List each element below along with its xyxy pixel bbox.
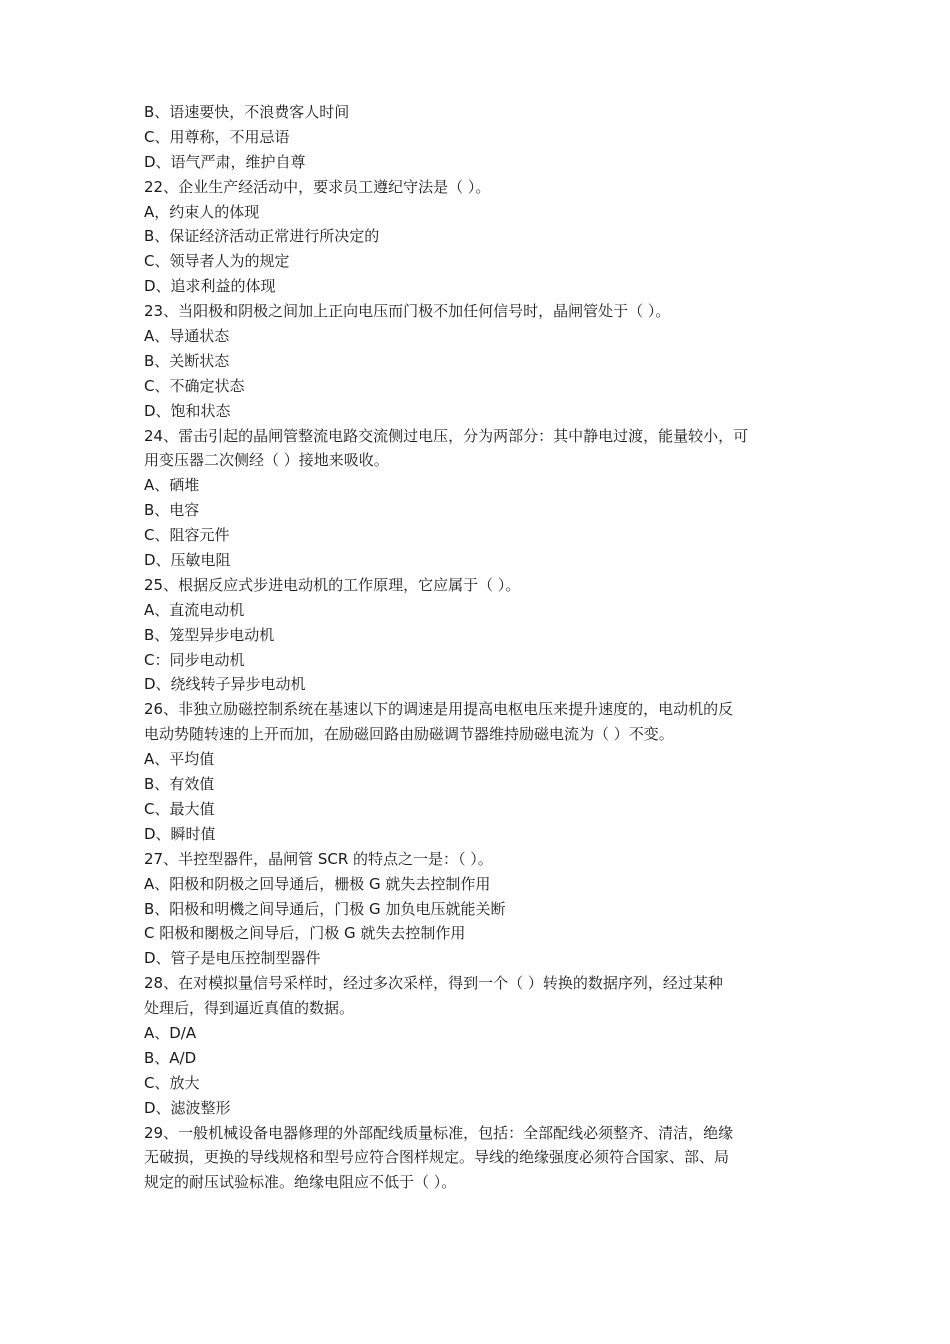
option-line: D、饱和状态 <box>144 401 231 420</box>
option-line: B、关断状态 <box>144 351 230 370</box>
option-line: A、直流电动机 <box>144 600 245 619</box>
option-line: A、硒堆 <box>144 476 200 495</box>
option-line: C、领导者人为的规定 <box>144 252 290 271</box>
option-line: A、阳极和阴极之回导通后，栅极 G 就失去控制作用 <box>144 874 491 893</box>
option-line: C、阻容元件 <box>144 526 230 545</box>
question-29-cont: 无破损，更换的导线规格和型号应符合图样规定。导线的绝缘强度必须符合国家、部、局 <box>144 1148 730 1167</box>
option-line: D、瞬时值 <box>144 824 216 843</box>
option-line: B、电容 <box>144 501 200 520</box>
option-line: B、有效值 <box>144 775 215 794</box>
option-line: B、A/D <box>144 1048 197 1067</box>
option-line: A、D/A <box>144 1023 197 1042</box>
text-line: D、语气严肃，维护自尊 <box>144 152 306 171</box>
question-28: 28、在对模拟量信号采样时，经过多次采样，得到一个（ ）转换的数据序列，经过某种 <box>144 974 723 993</box>
option-line: B、笼型异步电动机 <box>144 625 275 644</box>
question-28-cont: 处理后，得到逼近真值的数据。 <box>144 999 355 1018</box>
question-26: 26、非独立励磁控制系统在基速以下的调速是用提高电枢电压来提升速度的，电动机的反 <box>144 700 734 719</box>
option-line: D、压敏电阻 <box>144 551 231 570</box>
question-24: 24、雷击引起的晶闸管整流电路交流侧过电压，分为两部分：其中静电过渡，能量较小，可 <box>144 426 749 445</box>
option-line: D、绕线转子异步电动机 <box>144 675 306 694</box>
question-27: 27、半控型器件，晶闸管 SCR 的特点之一是：（ ）。 <box>144 849 493 868</box>
question-29-cont: 规定的耐压试验标准。绝缘电阻应不低于（ ）。 <box>144 1173 457 1192</box>
option-line: D、追求利益的体现 <box>144 277 276 296</box>
document-page <box>144 100 824 1195</box>
option-line: C、放大 <box>144 1073 200 1092</box>
option-line: A、导通状态 <box>144 327 230 346</box>
text-line: C、用尊称，不用忌语 <box>144 127 290 146</box>
text-line: B、语速要快，不浪费客人时间 <box>144 103 350 121</box>
option-line: B、阳极和明機之间导通后，门极 G 加负电压就能关断 <box>144 899 506 918</box>
question-22: 22、企业生产经活动中，要求员工遵纪守法是（ ）。 <box>144 177 491 196</box>
question-29: 29、一般机械设备电器修理的外部配线质量标准，包括：全部配线必须整齐、清洁，绝缘 <box>144 1123 734 1142</box>
option-line: A、平均值 <box>144 750 215 769</box>
option-line: D、滤波整形 <box>144 1098 231 1117</box>
question-26-cont: 电动势随转速的上开而加，在励磁回路由励磁调节器维持励磁电流为（ ）不变。 <box>144 725 674 744</box>
option-line: B、保证经济活动正常进行所决定的 <box>144 227 380 246</box>
option-line: C：同步电动机 <box>144 650 245 669</box>
option-line: D、管子是电压控制型器件 <box>144 949 321 968</box>
question-25: 25、根据反应式步进电动机的工作原理，它应属于（ ）。 <box>144 575 521 594</box>
option-line: C、最大值 <box>144 799 215 818</box>
option-line: A，约束人的体现 <box>144 202 260 221</box>
question-24-cont: 用变压器二次侧经（ ）接地来吸收。 <box>144 451 389 470</box>
question-23: 23、当阳极和阴极之间加上正向电压而门极不加任何信号时，晶闸管处于（ ）。 <box>144 302 671 321</box>
option-line: C、不确定状态 <box>144 376 245 395</box>
option-line: C 阳极和閿极之间导后，门极 G 就失去控制作用 <box>144 924 466 943</box>
